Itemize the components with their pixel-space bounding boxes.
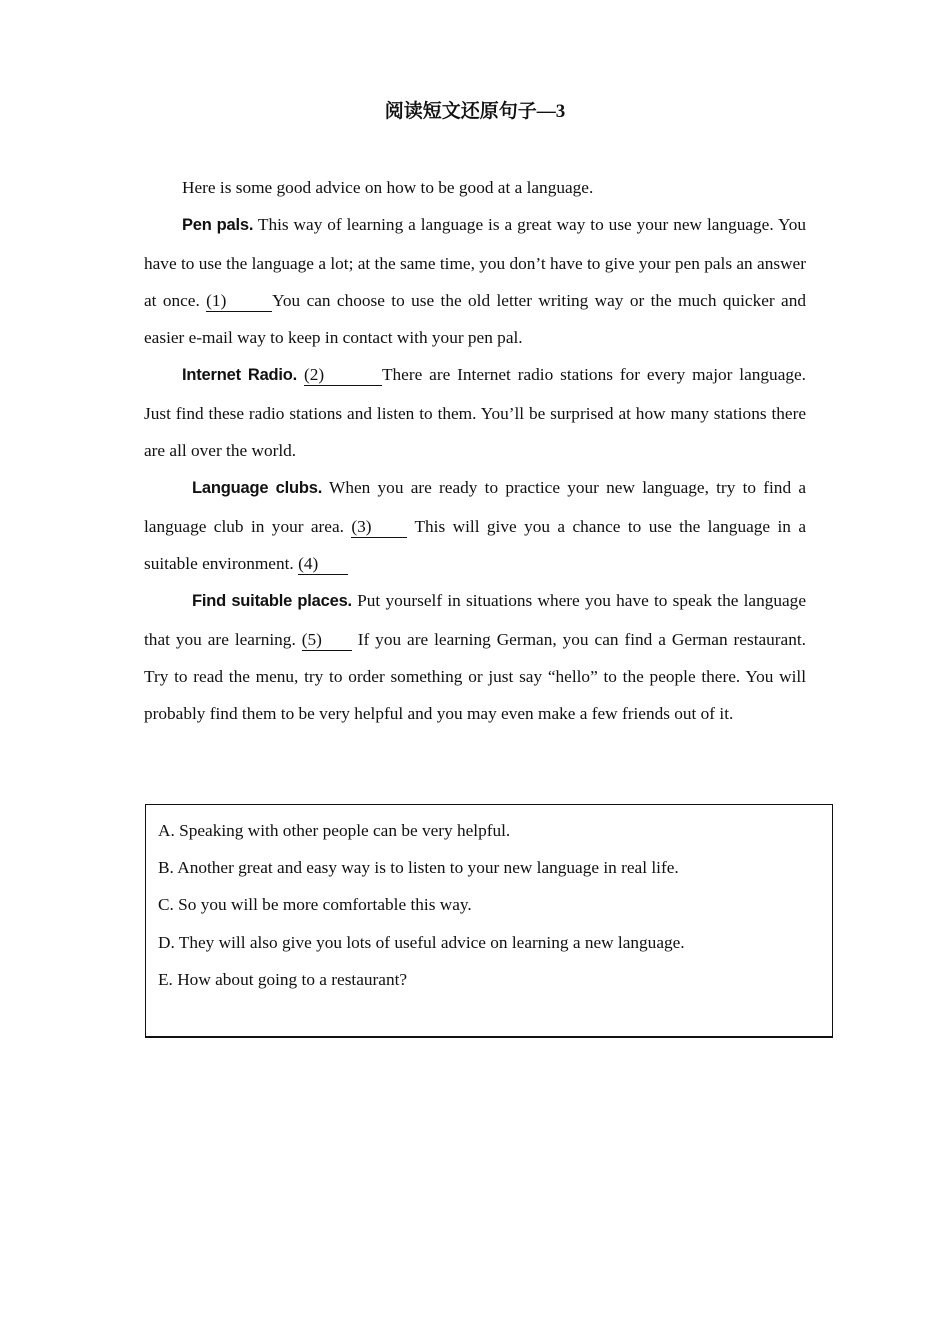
internet-radio-paragraph (144, 356, 806, 469)
suitable-places-text-after: If you are learning German, you can find a German restaurant. Try to read the menu, try to order something or just say “hello” to the people there. You will probably find them to be very helpful and you may even make a few friends out of it. (144, 629, 806, 724)
internet-radio-text-after: There are Internet radio stations for every major language. Just find these radio stations and listen to them. You’ll be surprised at how many stations there are all over the world. (144, 365, 806, 461)
suitable-places-text-before: Put yourself in situations where you have to speak the language that you are learning. (144, 591, 806, 649)
answer-blank-1[interactable]: (1) (206, 291, 272, 312)
answer-blank-3[interactable]: (3) (351, 517, 407, 538)
pen-pals-text-before: This way of learning a language is a great way to use your new language. You have to use the language a lot; at the same time, you don’t have to give your pen pals an answer at once. (144, 215, 806, 310)
suitable-places-heading: Find suitable places. (192, 592, 352, 611)
option-d: D. They will also give you lots of useful advice on learning a new language. (158, 932, 685, 952)
answer-blank-5[interactable]: (5) (302, 630, 352, 651)
option-e: E. How about going to a restaurant? (158, 969, 408, 989)
pen-pals-heading: Pen pals. (182, 216, 254, 235)
suitable-places-paragraph (144, 582, 806, 732)
option-a: A. Speaking with other people can be very helpful. (158, 821, 511, 840)
answer-blank-2[interactable]: (2) (304, 365, 382, 386)
language-clubs-text-before: When you are ready to practice your new language, try to find a language club in your area. (144, 478, 807, 536)
option-c: C. So you will be more comfortable this way. (158, 895, 472, 915)
language-clubs-heading: Language clubs. (192, 479, 323, 498)
answer-options-box (145, 804, 833, 1038)
reading-passage (144, 169, 806, 732)
internet-radio-heading: Internet Radio. (182, 366, 298, 385)
option-b: B. Another great and easy way is to listen to your new language in real life. (158, 858, 679, 878)
pen-pals-paragraph (144, 206, 806, 356)
language-clubs-paragraph (144, 469, 806, 582)
language-clubs-text-middle: This will give you a chance to use the language in a suitable environment. (144, 516, 806, 573)
pen-pals-text-after: You can choose to use the old letter writing way or the much quicker and easier e-mail way to keep in contact with your pen pal. (144, 290, 806, 348)
intro-paragraph: Here is some good advice on how to be good at a language. (182, 178, 594, 197)
page-title: 阅读短文还原句子—3 (384, 101, 566, 122)
answer-blank-4[interactable]: (4) (298, 554, 348, 575)
